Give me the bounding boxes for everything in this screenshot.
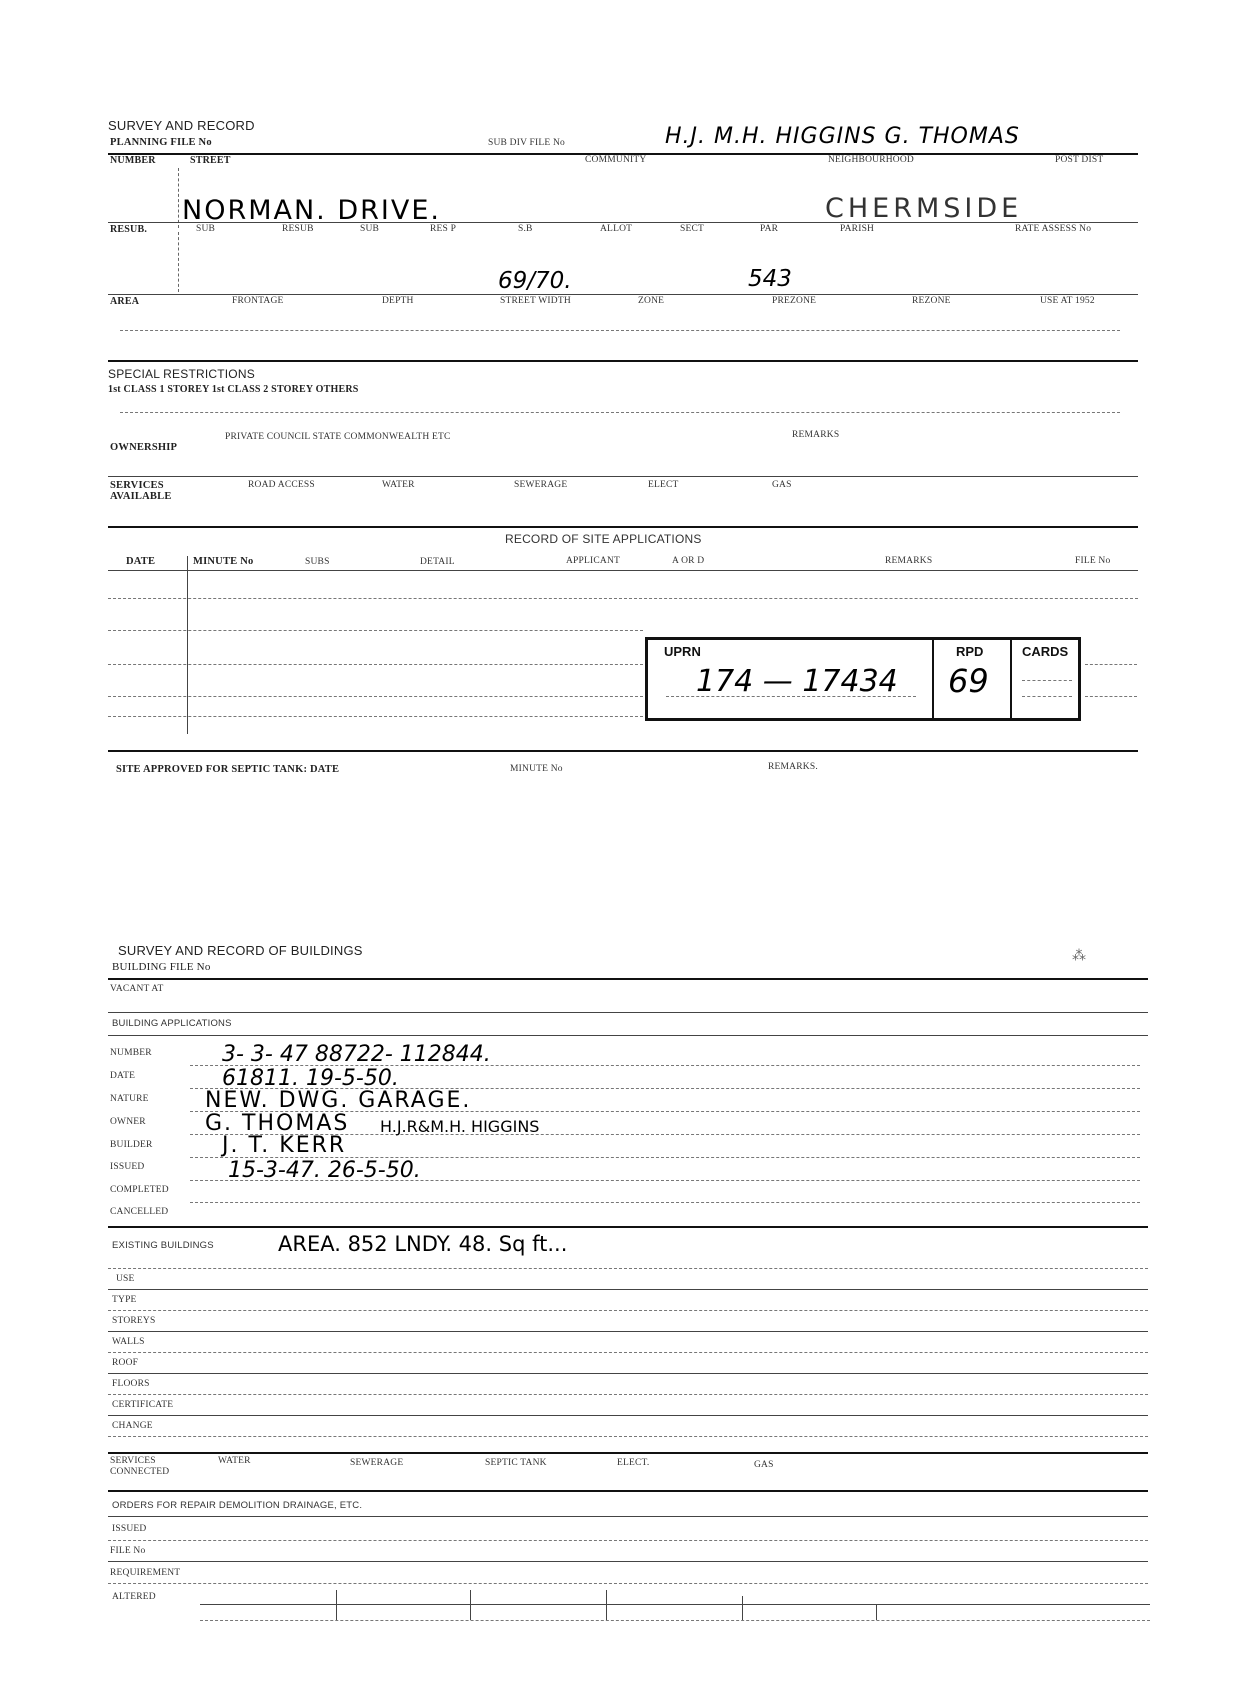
post-dist-label: POST DIST <box>1055 155 1104 165</box>
table-row <box>1085 664 1137 665</box>
walls-row-label: WALLS <box>112 1337 145 1347</box>
issued-handwritten: 15-3-47. 26-5-50. <box>228 1158 421 1183</box>
column-divider <box>606 1590 607 1620</box>
divider <box>108 476 1138 477</box>
use-at-label: USE AT 1952 <box>1040 296 1095 306</box>
table-row <box>108 630 643 631</box>
gas-connected-label: GAS <box>754 1460 774 1470</box>
file-header: FILE No <box>1075 556 1111 566</box>
resub2-label: RESUB <box>282 224 314 234</box>
table-row <box>108 1352 1148 1353</box>
orders-issued-label: ISSUED <box>112 1524 147 1534</box>
table-row <box>108 1289 1148 1290</box>
cancelled-row-label: CANCELLED <box>110 1207 169 1217</box>
septic-approval-label: SITE APPROVED FOR SEPTIC TANK: DATE <box>116 764 340 775</box>
sb-label: S.B <box>518 224 533 234</box>
table-row <box>108 696 643 697</box>
sect-label: SECT <box>680 224 705 234</box>
storeys-row-label: STOREYS <box>112 1316 156 1326</box>
orders-altered-label: ALTERED <box>112 1592 156 1602</box>
table-row <box>108 1331 1148 1332</box>
table-row <box>1085 696 1137 697</box>
column-divider <box>178 168 179 228</box>
date-row-label: DATE <box>110 1071 136 1081</box>
table-row <box>108 1373 1148 1374</box>
special-restrictions-title: SPECIAL RESTRICTIONS <box>108 367 255 381</box>
existing-area-handwritten: AREA. 852 LNDY. 48. Sq ft... <box>278 1232 568 1256</box>
owner-row-label: OWNER <box>110 1117 146 1127</box>
table-row <box>108 716 643 717</box>
remarks-header: REMARKS <box>885 556 933 566</box>
table-row <box>200 1604 1150 1605</box>
parish-label: PARISH <box>840 224 875 234</box>
use-row-label: USE <box>116 1274 135 1284</box>
divider <box>108 1226 1148 1228</box>
rate-assess-label: RATE ASSESS No <box>1015 224 1092 234</box>
gas-label: GAS <box>772 480 792 490</box>
issued-row-label: ISSUED <box>110 1162 145 1172</box>
divider <box>108 526 1138 528</box>
special-restrictions-options: 1st CLASS 1 STOREY 1st CLASS 2 STOREY OTHERS <box>108 384 359 395</box>
column-divider <box>178 232 179 292</box>
building-applications-title: BUILDING APPLICATIONS <box>112 1018 232 1029</box>
cards-label: CARDS <box>1022 644 1069 659</box>
divider <box>108 1035 1148 1036</box>
corner-mark: ⁂ <box>1072 948 1086 964</box>
planning-file-label: PLANNING FILE No <box>110 137 212 148</box>
uprn-dotted-line <box>666 696 916 697</box>
orders-title: ORDERS FOR REPAIR DEMOLITION DRAINAGE, ETC. <box>112 1500 363 1511</box>
blank-line <box>120 412 1120 413</box>
site-card-title: SURVEY AND RECORD <box>108 118 255 133</box>
cards-line <box>1022 696 1072 697</box>
table-row <box>190 1202 1140 1203</box>
divider <box>108 1516 1148 1517</box>
table-row <box>108 1436 1148 1437</box>
resub-label: RESUB. <box>110 224 148 235</box>
site-applications-title: RECORD OF SITE APPLICATIONS <box>505 532 702 546</box>
column-divider <box>876 1604 877 1620</box>
septic-minute-label: MINUTE No <box>510 764 563 774</box>
uprn-stamp-box <box>645 637 1081 721</box>
ownership-label: OWNERSHIP <box>110 442 178 453</box>
column-divider <box>187 556 188 734</box>
street-label: STREET <box>190 155 231 166</box>
area-label: AREA <box>110 296 140 307</box>
divider <box>108 750 1138 752</box>
column-divider <box>336 1590 337 1620</box>
second-owner-handwritten: H.J.R&M.H. HIGGINS <box>380 1117 540 1136</box>
table-row <box>108 664 643 665</box>
elect-label: ELECT <box>648 480 679 490</box>
divider <box>108 294 1138 295</box>
change-row-label: CHANGE <box>112 1421 153 1431</box>
neighbourhood-label: NEIGHBOURHOOD <box>828 155 914 165</box>
road-access-label: ROAD ACCESS <box>248 480 315 490</box>
par-label: PAR <box>760 224 779 234</box>
rpd-label: RPD <box>956 644 984 659</box>
number-row-label: NUMBER <box>110 1048 152 1058</box>
uprn-label: UPRN <box>664 644 701 659</box>
uprn-divider <box>932 640 934 718</box>
application-dates-handwritten: 61811. 19-5-50. <box>222 1066 399 1091</box>
water-label: WATER <box>382 480 415 490</box>
divider <box>108 1490 1148 1492</box>
zone-label: ZONE <box>638 296 665 306</box>
orders-file-label: FILE No <box>110 1546 146 1556</box>
table-row <box>108 598 1138 599</box>
sewerage-label: SEWERAGE <box>514 480 568 490</box>
number-label: NUMBER <box>110 155 156 166</box>
street-handwritten: NORMAN. DRIVE. <box>182 195 441 226</box>
rpd-value: 69 <box>948 662 989 700</box>
owner-handwritten: G. THOMAS <box>205 1111 350 1136</box>
application-numbers-handwritten: 3- 3- 47 88722- 112844. <box>222 1042 491 1067</box>
subs-header: SUBS <box>305 557 330 567</box>
nature-row-label: NATURE <box>110 1094 149 1104</box>
elect-connected-label: ELECT. <box>617 1458 650 1468</box>
divider <box>108 222 1138 223</box>
sub2-label: SUB <box>360 224 380 234</box>
blank-line <box>120 330 1120 331</box>
roof-row-label: ROOF <box>112 1358 139 1368</box>
building-file-label: BUILDING FILE No <box>112 961 211 973</box>
services-label-line2: AVAILABLE <box>110 491 172 502</box>
nature-handwritten: NEW. DWG. GARAGE. <box>205 1088 472 1113</box>
ownership-remarks-label: REMARKS <box>792 430 840 440</box>
services-label-line1: SERVICES <box>110 480 164 491</box>
ownership-options: PRIVATE COUNCIL STATE COMMONWEALTH ETC <box>225 432 451 442</box>
rezone-label: REZONE <box>912 296 951 306</box>
orders-requirement-label: REQUIREMENT <box>110 1568 181 1578</box>
divider <box>108 570 1138 571</box>
street-width-label: STREET WIDTH <box>500 296 571 306</box>
water-connected-label: WATER <box>218 1456 251 1466</box>
table-row <box>108 1268 1148 1269</box>
owners-handwritten: H.J. M.H. HIGGINS G. THOMAS <box>665 124 1020 149</box>
table-row <box>108 1561 1148 1562</box>
services-connected-line1: SERVICES <box>110 1456 156 1466</box>
type-row-label: TYPE <box>112 1295 137 1305</box>
suburb-handwritten: CHERMSIDE <box>825 193 1023 224</box>
community-label: COMMUNITY <box>585 155 647 165</box>
street-width-handwritten: 69/70. <box>498 268 572 294</box>
table-row <box>108 1583 1148 1584</box>
services-connected-label <box>110 1456 169 1478</box>
prezone-label: PREZONE <box>772 296 817 306</box>
floors-row-label: FLOORS <box>112 1379 150 1389</box>
table-row <box>200 1620 1150 1621</box>
divider <box>108 1452 1148 1454</box>
divider <box>108 978 1148 980</box>
divider <box>108 360 1138 362</box>
table-row <box>108 1415 1148 1416</box>
sub-div-file-label: SUB DIV FILE No <box>488 138 565 148</box>
septic-remarks-label: REMARKS. <box>768 762 818 772</box>
services-available-label <box>110 480 172 502</box>
certificate-row-label: CERTIFICATE <box>112 1400 174 1410</box>
builder-handwritten: J. T. KERR <box>222 1133 347 1158</box>
allot-label: ALLOT <box>600 224 633 234</box>
existing-buildings-title: EXISTING BUILDINGS <box>112 1240 214 1251</box>
applicant-header: APPLICANT <box>566 556 621 566</box>
column-divider <box>742 1596 743 1620</box>
services-connected-line2: CONNECTED <box>110 1467 170 1477</box>
res-label: RES P <box>430 224 457 234</box>
uprn-value: 174 — 17434 <box>696 664 898 699</box>
minute-header: MINUTE No <box>193 556 254 567</box>
sub-label: SUB <box>196 224 216 234</box>
table-row <box>108 1394 1148 1395</box>
rpd-divider <box>1010 640 1012 718</box>
table-row <box>108 1540 1148 1541</box>
depth-label: DEPTH <box>382 296 414 306</box>
a-or-d-header: A OR D <box>672 556 705 566</box>
date-header: DATE <box>126 556 156 567</box>
detail-header: DETAIL <box>420 557 455 567</box>
frontage-label: FRONTAGE <box>232 296 284 306</box>
completed-row-label: COMPLETED <box>110 1185 169 1195</box>
vacant-label: VACANT AT <box>110 984 164 994</box>
septic-tank-label: SEPTIC TANK <box>485 1458 547 1468</box>
cards-line <box>1022 680 1072 681</box>
zone-handwritten: 543 <box>748 266 792 292</box>
buildings-card-title: SURVEY AND RECORD OF BUILDINGS <box>118 943 363 958</box>
sewerage-connected-label: SEWERAGE <box>350 1458 404 1468</box>
table-row <box>108 1310 1148 1311</box>
divider <box>108 1012 1148 1013</box>
builder-row-label: BUILDER <box>110 1140 153 1150</box>
column-divider <box>470 1590 471 1620</box>
